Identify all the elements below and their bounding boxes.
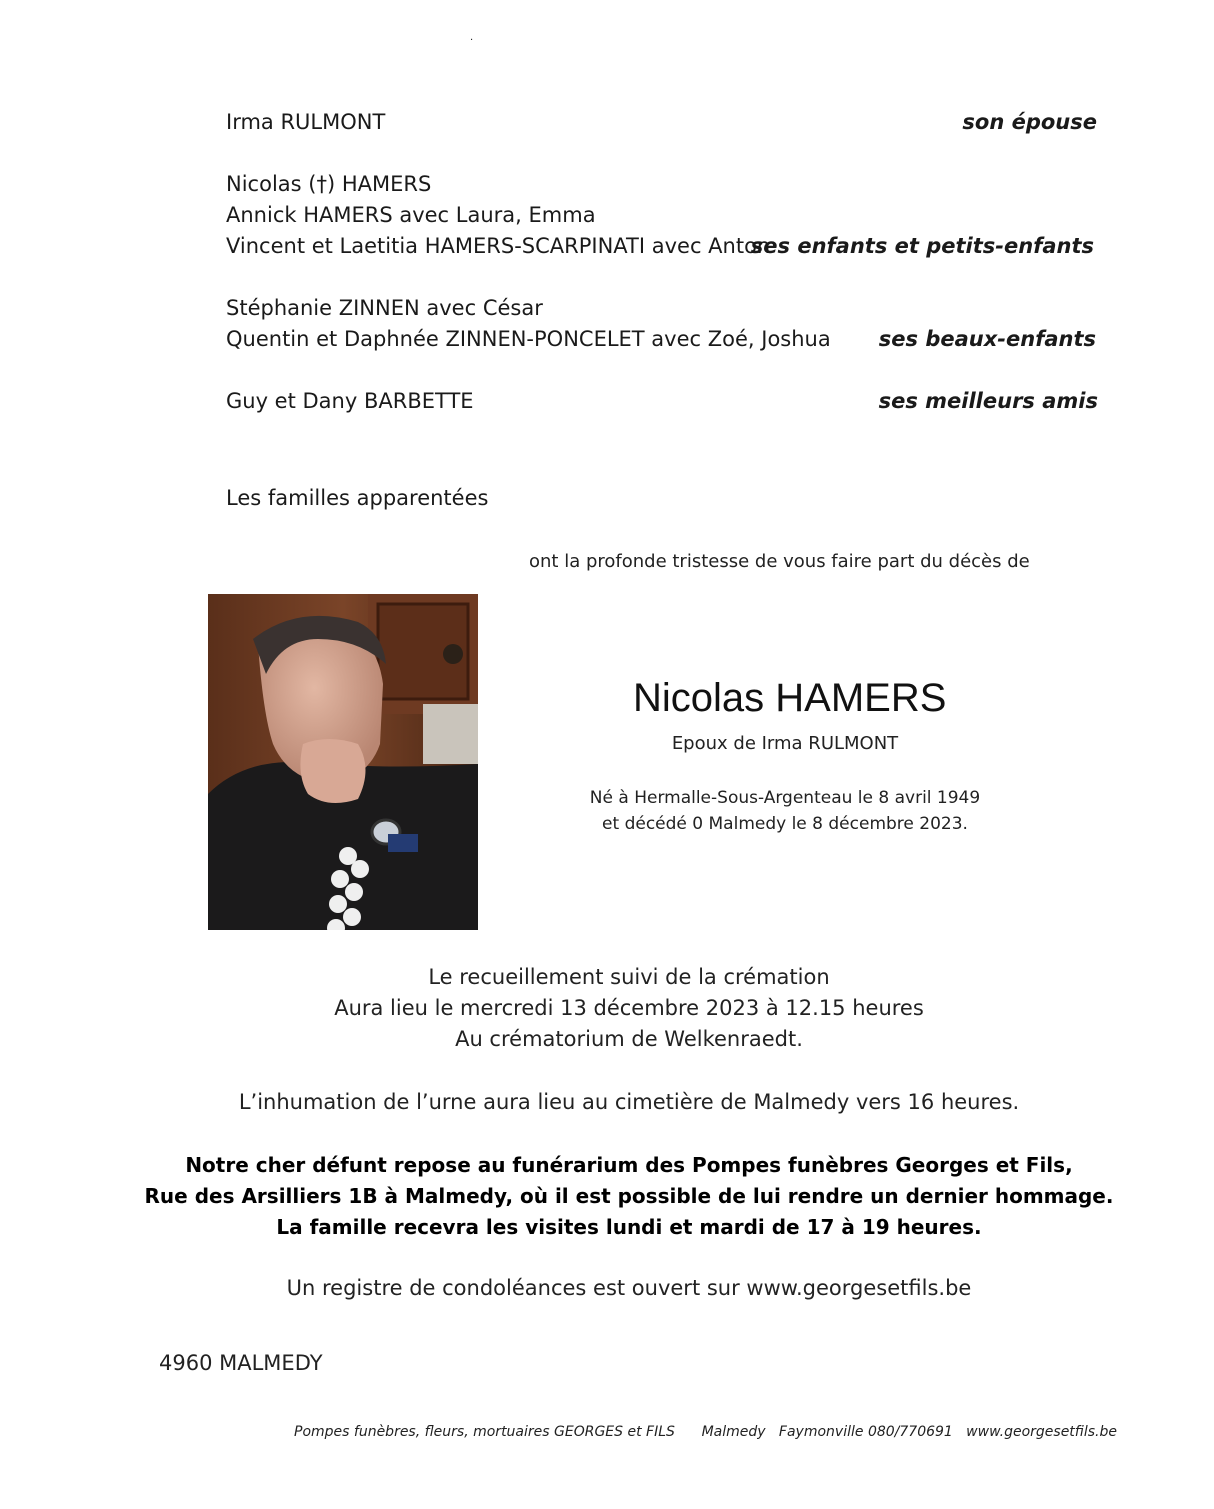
child-line-2: Annick HAMERS avec Laura, Emma: [226, 203, 596, 227]
spouse-relation: son épouse: [962, 110, 1097, 134]
deceased-death: et décédé 0 Malmedy le 8 décembre 2023.: [602, 814, 968, 834]
footer-funeral-home: Pompes funèbres, fleurs, mortuaires GEORGES et FILS Malmedy Faymonville 080/770691 www.georgesetfils.be: [294, 1424, 1117, 1440]
repose-line-3: La famille recevra les visites lundi et mardi de 17 à 19 heures.: [276, 1215, 982, 1239]
children-relation: ses enfants et petits-enfants: [750, 234, 1094, 258]
deceased-birth: Né à Hermalle-Sous-Argenteau le 8 avril 1949: [589, 788, 981, 808]
repose-line-2: Rue des Arsilliers 1B à Malmedy, où il est possible de lui rendre un dernier hommage.: [144, 1184, 1114, 1208]
address: 4960 MALMEDY: [159, 1351, 323, 1375]
friends-name: Guy et Dany BARBETTE: [226, 389, 474, 413]
announcement-text: ont la profonde tristesse de vous faire part du décès de: [529, 551, 1030, 572]
related-families: Les familles apparentées: [226, 486, 489, 510]
step-children-relation: ses beaux-enfants: [878, 327, 1096, 351]
ceremony-line-3: Au crématorium de Welkenraedt.: [455, 1027, 803, 1051]
header-mark: .: [470, 32, 474, 43]
spouse-name: Irma RULMONT: [226, 110, 386, 134]
child-line-1: Nicolas (†) HAMERS: [226, 172, 432, 196]
step-child-line-1: Stéphanie ZINNEN avec César: [226, 296, 543, 320]
repose-line-1: Notre cher défunt repose au funérarium des Pompes funèbres Georges et Fils,: [185, 1153, 1073, 1177]
child-line-3: Vincent et Laetitia HAMERS-SCARPINATI avec Anton: [226, 234, 771, 258]
friends-relation: ses meilleurs amis: [878, 389, 1098, 413]
condolences-register: Un registre de condoléances est ouvert sur www.georgesetfils.be: [286, 1276, 972, 1300]
urn-burial: L’inhumation de l’urne aura lieu au cimetière de Malmedy vers 16 heures.: [238, 1090, 1020, 1114]
deceased-name: Nicolas HAMERS: [633, 676, 947, 720]
ceremony-line-2: Aura lieu le mercredi 13 décembre 2023 à 12.15 heures: [334, 996, 924, 1020]
deceased-photo: [208, 594, 478, 930]
deceased-spouse-line: Epoux de Irma RULMONT: [671, 733, 899, 754]
ceremony-line-1: Le recueillement suivi de la crémation: [428, 965, 830, 989]
step-child-line-2: Quentin et Daphnée ZINNEN-PONCELET avec Zoé, Joshua: [226, 327, 831, 351]
